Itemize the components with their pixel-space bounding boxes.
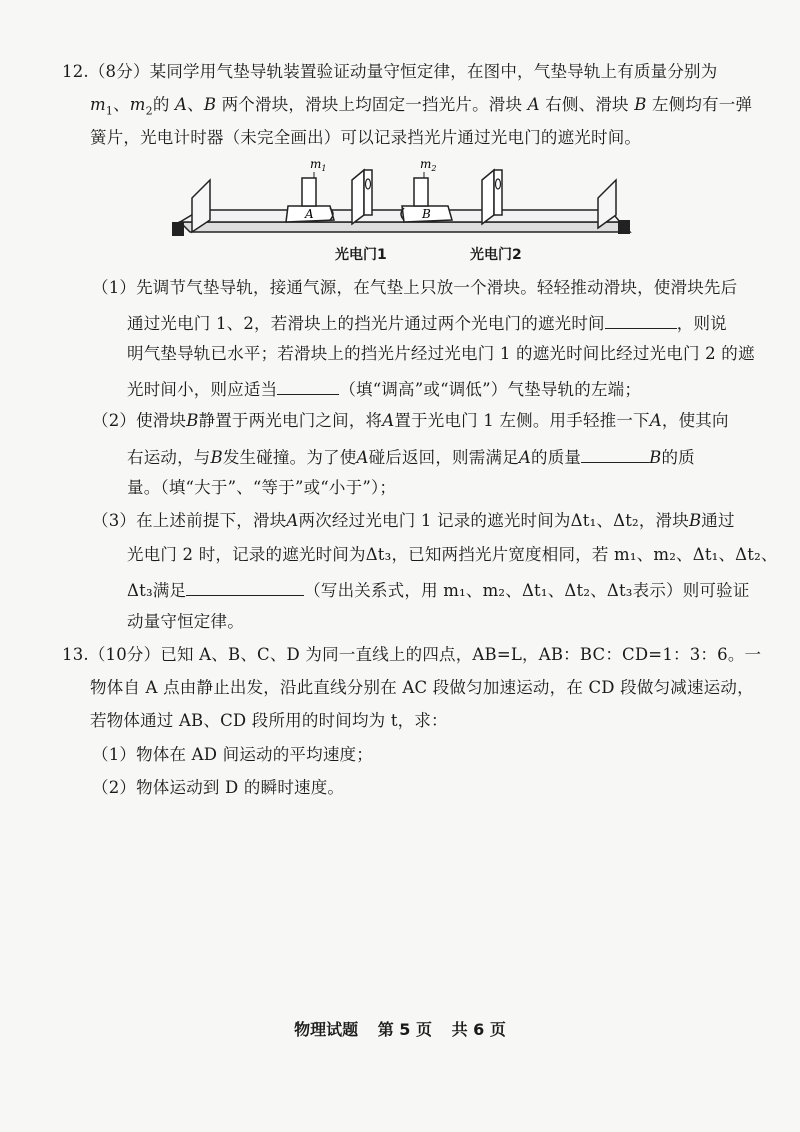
q12-part2-line3: 量。（填“大于”、“等于”或“小于”）； [127,478,397,497]
track-base [180,222,630,232]
q12-part3-line1: （3）在上述前提下，滑块A两次经过光电门 1 记录的遮光时间为Δt₁、Δt₂，滑块B通过 [92,511,735,530]
q12-intro-line3: 簧片，光电计时器（未完全画出）可以记录挡光片通过光电门的遮光时间。 [90,128,642,147]
q12-part3-line3: Δt₃满足 （写出关系式，用 m₁、m₂、Δt₁、Δt₂、Δt₃表示）则可验证 [127,578,750,601]
q12-intro-line2: $m_1$、$m_2$的 A、B 两个滑块，滑块上均固定一挡光片。滑块 A 右侧、滑块 B 左侧均有一弹 [90,95,753,118]
slider-a-flag [302,178,316,206]
air-track-figure [170,150,640,245]
gate1-label: 光电门1 [335,247,387,263]
right-foot [618,220,630,234]
slider-b-flag [414,178,428,206]
answer-blank-4[interactable] [186,578,304,596]
answer-blank-2[interactable] [277,377,339,395]
light-gate-2 [482,170,494,224]
footer-subject: 物理试题 [294,1020,359,1039]
page-footer [0,1017,800,1040]
m2-label: $m_2$ [420,157,437,173]
slider-b-label: B [422,207,431,221]
track-top [180,210,620,222]
q12-part2-line1: （2）使滑块B静置于两光电门之间，将A置于光电门 1 左侧。用手轻推一下A，使其向 [92,411,729,430]
q13-line3: 若物体通过 AB、CD 段所用的时间均为 t，求： [90,711,448,730]
q12-part3-line2: 光电门 2 时，记录的遮光时间为Δt₃，已知两挡光片宽度相同，若 m₁、m₂、Δt₁、Δt₂、 [127,545,778,564]
q13-sub2: （2）物体运动到 D 的瞬时速度。 [92,778,345,797]
q13-sub1: （1）物体在 AD 间运动的平均速度； [92,745,373,764]
q12-part2-line2: 右运动，与B发生碰撞。为了使A碰后返回，则需满足A的质量 B的质 [127,445,695,468]
slider-a-label: A [305,207,314,221]
q12-part1-line4: 光时间小，则应适当 （填“调高”或“调低”）气垫导轨的左端； [127,377,641,400]
m1-label: $m_1$ [310,157,327,173]
light-gate-1 [352,170,364,224]
q12-part1-line1: （1）先调节气垫导轨，接通气源，在气垫上只放一个滑块。轻轻推动滑块，使滑块先后 [92,278,738,297]
answer-blank-3[interactable] [581,445,649,463]
q12-part1-line2: 通过光电门 1、2，若滑块上的挡光片通过两个光电门的遮光时间 ，则说 [127,311,727,334]
footer-total: 共 6 页 [451,1020,506,1039]
answer-blank-1[interactable] [605,311,677,329]
footer-page: 第 5 页 [377,1020,432,1039]
q13-heading: 13.（10分）已知 A、B、C、D 为同一直线上的四点，AB=L，AB：BC：CD=1：3：6。一 [62,645,762,664]
q12-part3-line4: 动量守恒定律。 [127,612,244,631]
q13-line2: 物体自 A 点由静止出发，沿此直线分别在 AC 段做匀加速运动，在 CD 段做匀减速运动， [90,678,754,697]
left-foot [172,222,184,236]
q12-heading: 12.（8分）某同学用气垫导轨装置验证动量守恒定律，在图中，气垫导轨上有质量分别为 [62,62,718,81]
q12-part1-line3: 明气垫导轨已水平；若滑块上的挡光片经过光电门 1 的遮光时间比经过光电门 2 的遮 [127,344,755,363]
gate2-label: 光电门2 [470,247,522,263]
